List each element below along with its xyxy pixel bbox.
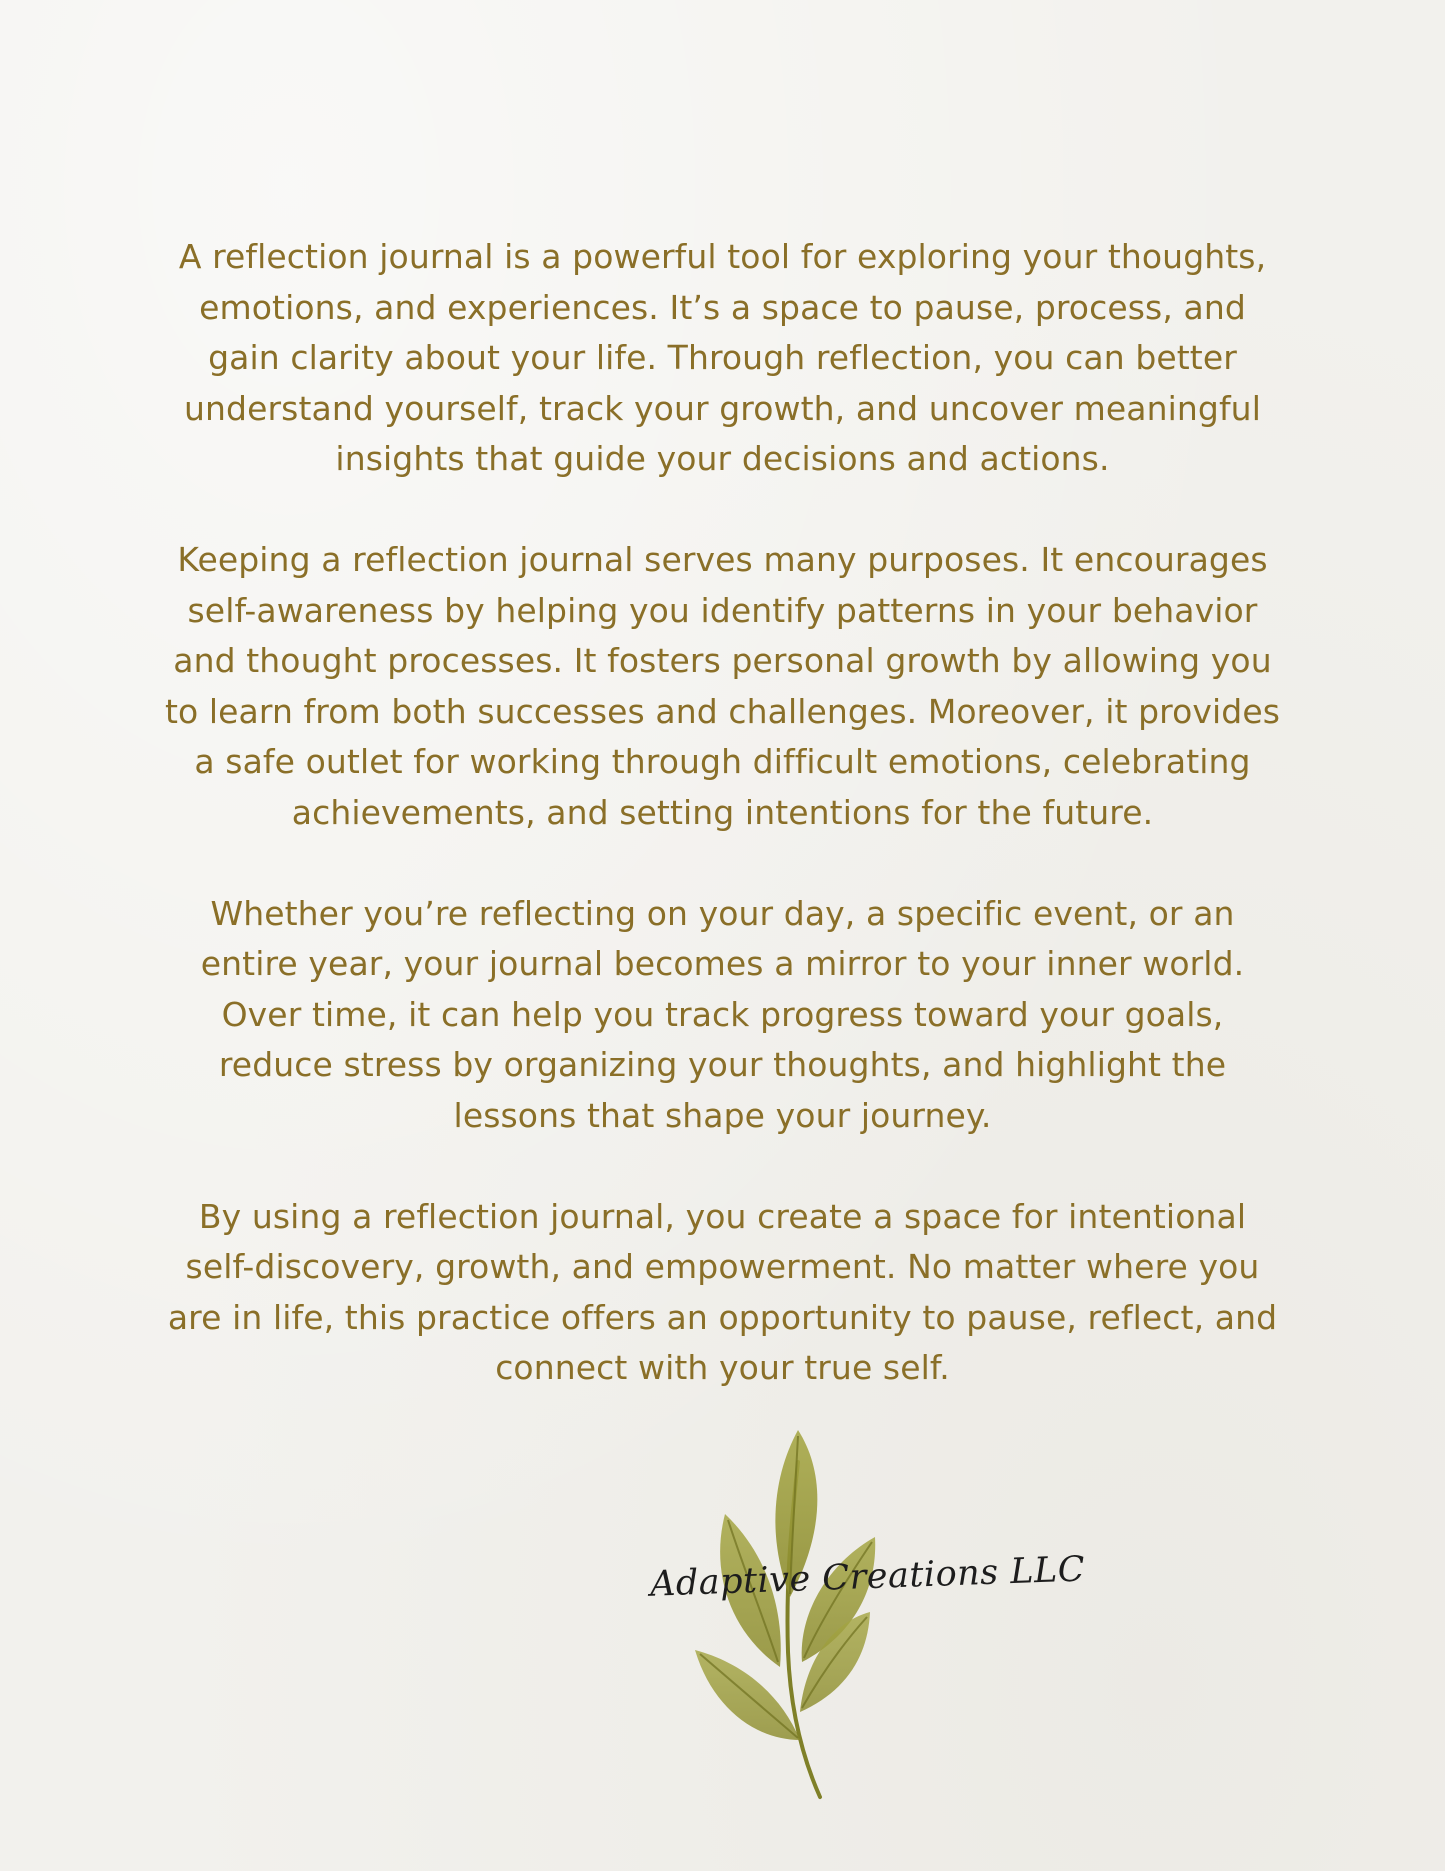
paragraph-purposes: Keeping a reflection journal serves many purposes. It encourages self-awareness by helping you identify patterns in your behavior and thought processes. It fosters personal growth by allowing you to learn from both successes and challenges. Moreover, it provides a safe outlet for working through difficult emotions, celebrating achievements, and setting intentions for the future. [164, 540, 1281, 832]
paragraph-closing: By using a reflection journal, you create a space for intentional self-discovery, growth, and empowerment. No matter where you are in life, this practice offers an opportunity to pause, reflect, and connect with your true self. [167, 1196, 1278, 1387]
paragraph-mirror: Whether you’re reflecting on your day, a specific event, or an entire year, your journal becomes a mirror to your inner world. Over time, it can help you track progress toward your goals, reduce stress by organizing your thoughts, and highlight the lessons that shape your journey. [200, 893, 1245, 1135]
intro-text-block [160, 232, 1285, 1394]
logo-signature-text: Adaptive Creations LLC [649, 1549, 1086, 1605]
brand-logo [640, 1422, 1086, 1802]
paragraph-intro: A reflection journal is a powerful tool for exploring your thoughts, emotions, and experiences. It’s a space to pause, process, and gain clarity about your life. Through reflection, you can better understand yourself, track your growth, and uncover meaningful insights that guide your decisions and actions. [178, 237, 1267, 478]
leaf-branch-icon [640, 1422, 1086, 1802]
